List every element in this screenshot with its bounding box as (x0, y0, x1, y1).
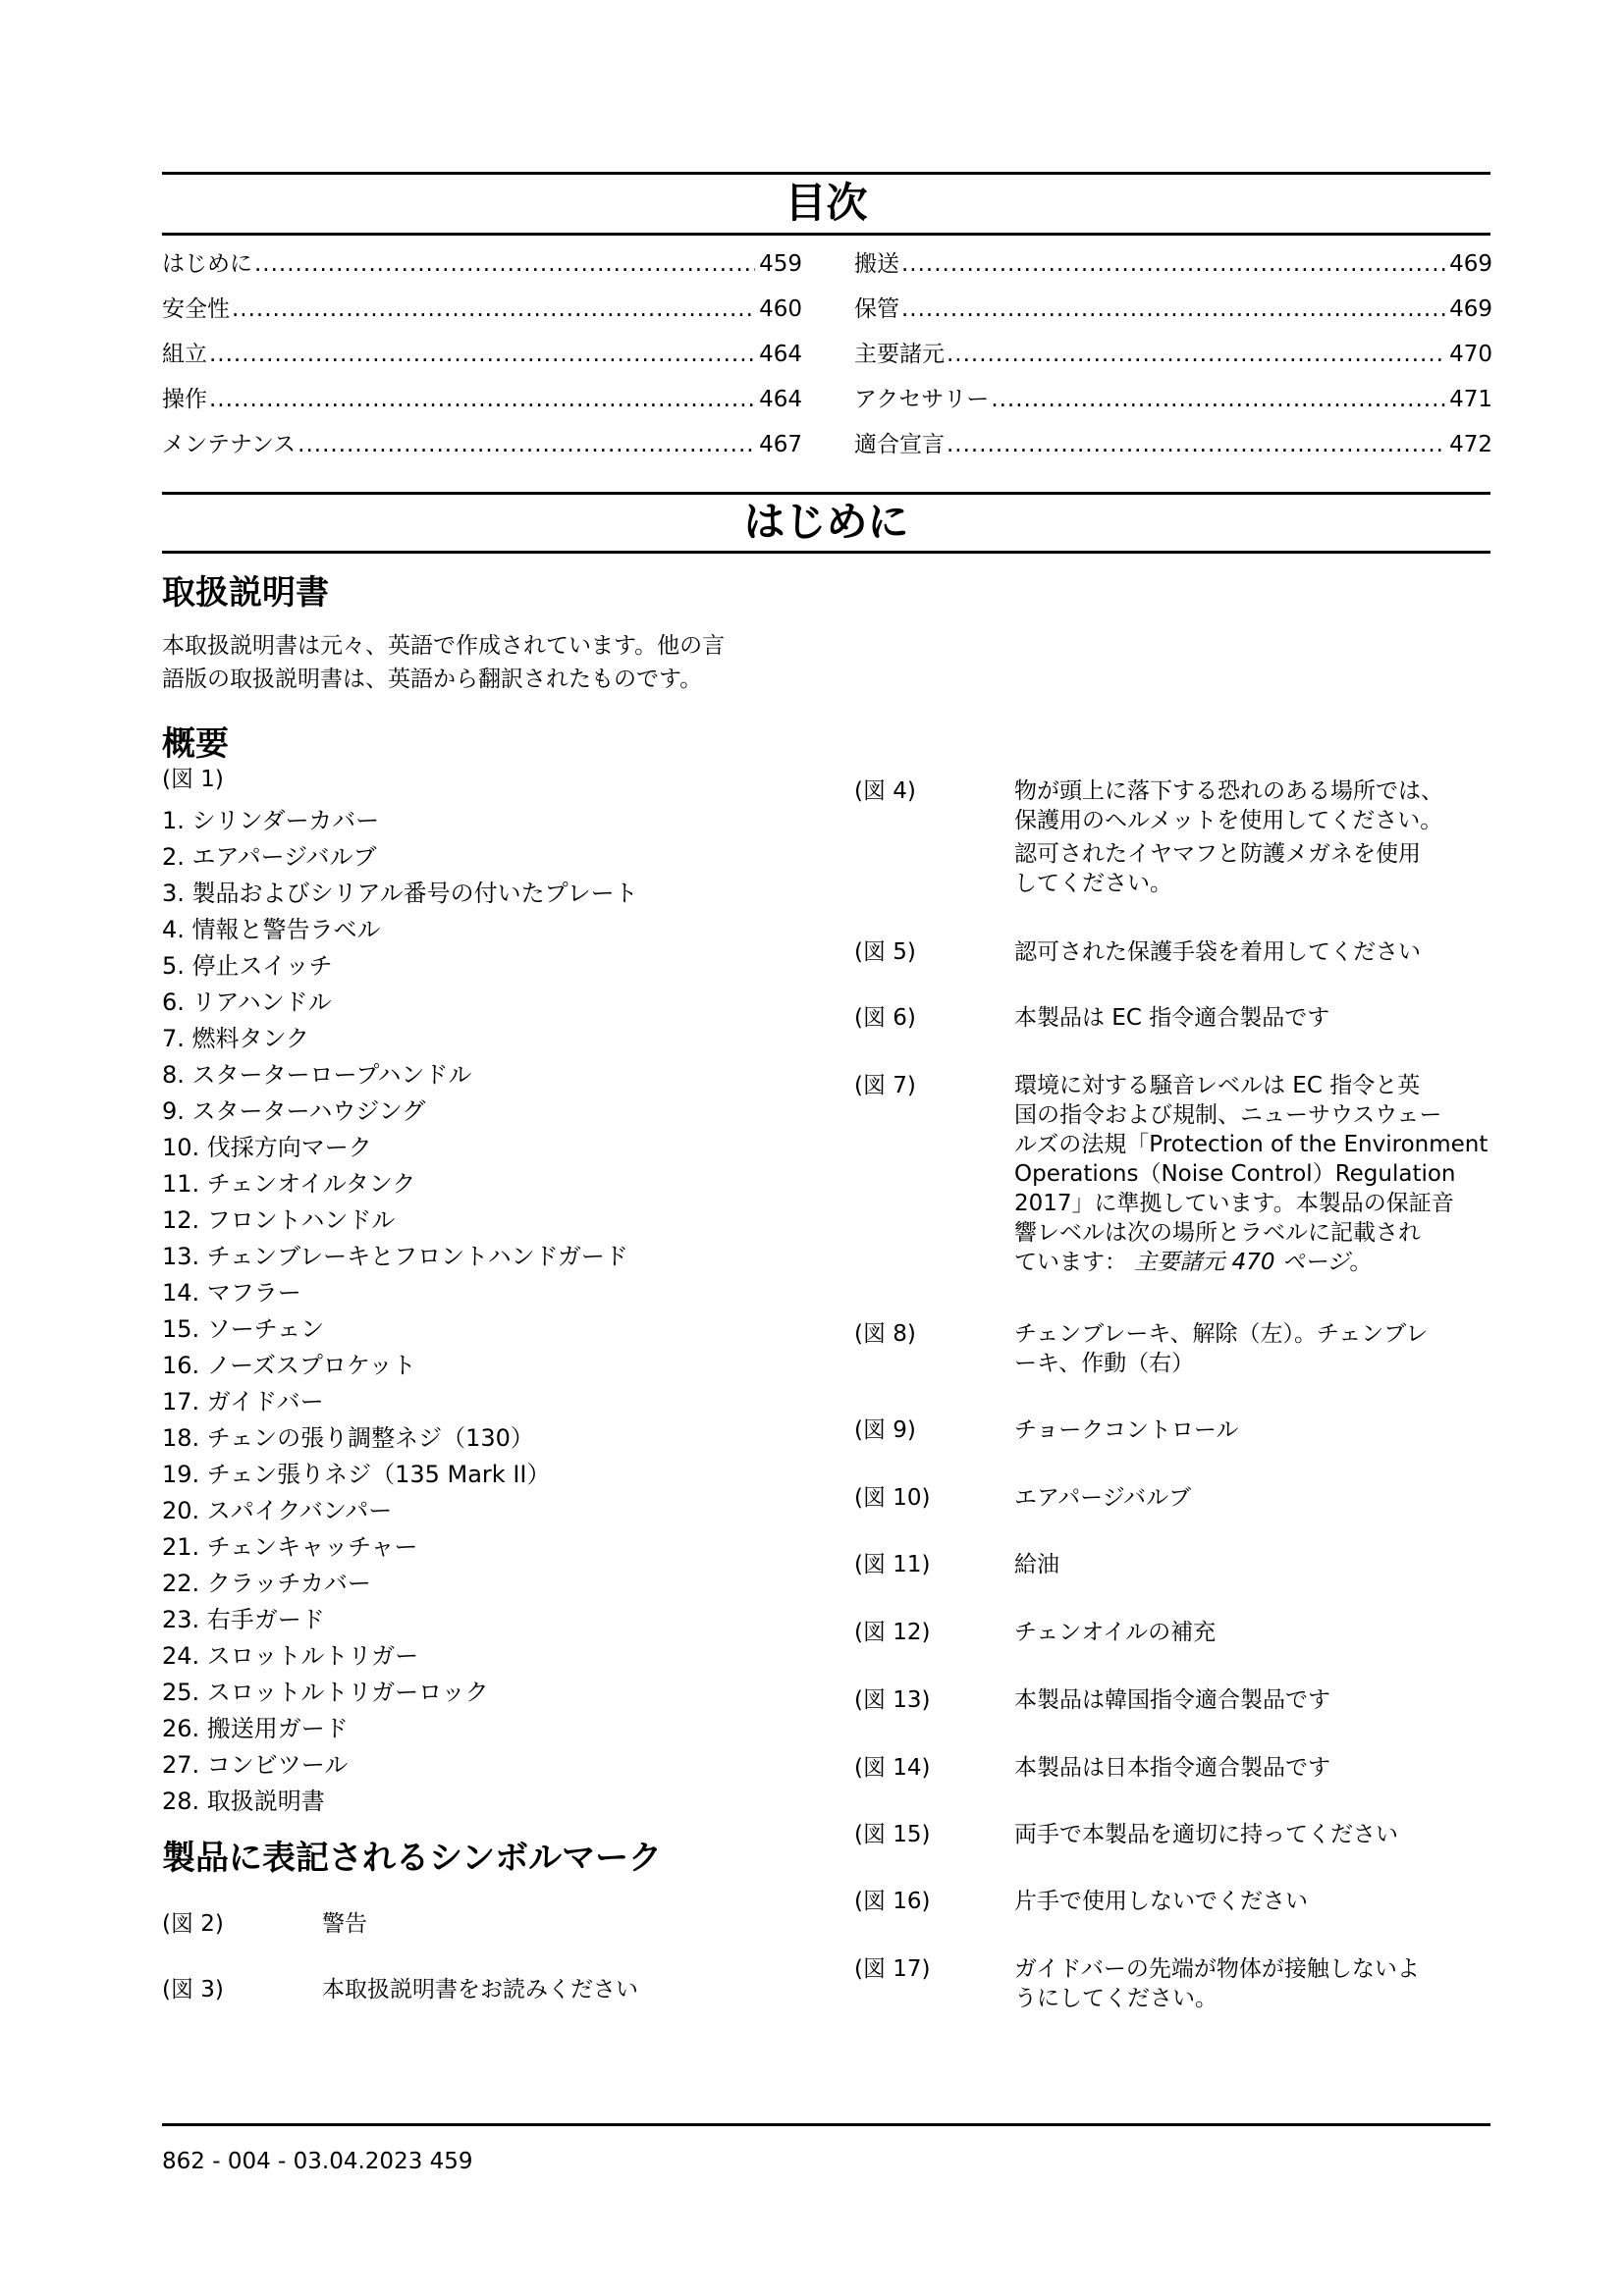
symbol-description (1014, 937, 1421, 967)
symbol-entry (854, 1954, 1522, 2017)
figure-ref: (図 12) (854, 1620, 931, 1645)
symbol-line: チェンブレーキ、解除（左）。チェンブレ (1014, 1321, 1429, 1347)
toc-entry-page: 469 (1449, 296, 1492, 322)
symbols-heading: 製品に表記されるシンボルマーク (162, 1839, 663, 1878)
list-item: 27. コンビツール (162, 1751, 349, 1779)
toc-entry[interactable] (854, 245, 1492, 291)
toc-leader (901, 251, 1445, 277)
symbol-entry (854, 1753, 1522, 1787)
toc-entry-label: 搬送 (854, 251, 899, 277)
toc-entry[interactable] (162, 291, 802, 336)
symbol-entry (854, 1550, 1522, 1583)
symbol-line: 給油 (1014, 1552, 1059, 1577)
figure-ref: (図 8) (854, 1321, 916, 1347)
symbol-entry (854, 1618, 1522, 1651)
toc-entry[interactable] (162, 426, 802, 471)
symbol-line: 本製品は日本指令適合製品です (1014, 1755, 1330, 1781)
toc-left-column (162, 245, 802, 471)
list-item: 26. 搬送用ガード (162, 1715, 349, 1742)
list-item: 8. スターターロープハンドル (162, 1061, 472, 1089)
symbol-line: 響レベルは次の場所とラベルに記載され (1014, 1220, 1421, 1246)
symbol-entry (854, 1415, 1522, 1449)
toc-entry-page: 471 (1449, 387, 1492, 412)
list-item: 13. チェンブレーキとフロントハンドガード (162, 1243, 628, 1270)
symbol-line: 認可されたイヤマフと防護メガネを使用 (1014, 841, 1421, 867)
symbol-entry (162, 1909, 849, 1949)
symbol-line: 認可された保護手袋を着用してください (1014, 939, 1421, 965)
toc-entry-label: 主要諸元 (854, 342, 945, 367)
toc-entry[interactable] (162, 381, 802, 426)
overview-heading: 概要 (162, 724, 229, 764)
list-item: 20. スパイクバンパー (162, 1497, 393, 1524)
list-item: 25. スロットルトリガーロック (162, 1679, 489, 1706)
list-item: 12. フロントハンドル (162, 1206, 396, 1234)
list-item: 28. 取扱説明書 (162, 1788, 325, 1815)
symbol-description (1014, 1954, 1420, 2013)
list-item: 14. マフラー (162, 1279, 301, 1307)
toc-entry-page: 472 (1449, 432, 1492, 457)
symbol-line: Operations（Noise Control）Regulation (1014, 1161, 1456, 1187)
list-item: 9. スターターハウジング (162, 1097, 426, 1125)
symbol-entry (854, 1003, 1522, 1037)
top-rule (162, 172, 1490, 175)
toc-entry-page: 459 (759, 251, 802, 277)
toc-leader (254, 251, 755, 277)
toc-entry-page: 469 (1449, 251, 1492, 277)
symbol-entry (854, 1820, 1522, 1853)
symbol-line: チェンオイルの補充 (1014, 1620, 1217, 1645)
symbol-entry (162, 1975, 849, 2014)
symbol-line: ガイドバーの先端が物体が接触しないよ (1014, 1956, 1420, 1982)
toc-entry-label: アクセサリー (854, 387, 990, 412)
symbol-entry (854, 937, 1522, 971)
figure-ref: (図 5) (854, 939, 916, 965)
toc-right-column (854, 245, 1492, 471)
list-item: 15. ソーチェン (162, 1315, 325, 1343)
list-item: 2. エアパージバルブ (162, 843, 377, 871)
toc-entry[interactable] (162, 336, 802, 381)
symbol-entry (854, 1483, 1522, 1517)
toc-entry-label: はじめに (162, 251, 252, 277)
symbol-line: 2017」に準拠しています。本製品の保証音 (1014, 1191, 1454, 1216)
figure-ref: (図 4) (854, 778, 916, 804)
toc-entry[interactable] (854, 381, 1492, 426)
symbol-description (1014, 1618, 1216, 1647)
toc-leader (947, 342, 1445, 367)
page-footer: 862 - 004 - 03.04.2023 459 (162, 2149, 473, 2174)
list-item: 4. 情報と警告ラベル (162, 916, 381, 943)
figure-ref: (図 17) (854, 1956, 931, 1982)
list-item: 6. リアハンドル (162, 988, 332, 1016)
figure-ref: (図 7) (854, 1073, 916, 1098)
symbol-description (322, 1975, 638, 2004)
symbol-description (1014, 1685, 1330, 1715)
symbol-description (322, 1909, 367, 1939)
figure-ref: (図 13) (854, 1687, 931, 1713)
toc-entry[interactable] (854, 426, 1492, 471)
cross-reference-link[interactable]: 主要諸元 470 ページ (1134, 1250, 1350, 1275)
symbol-line-prefix: ています： (1014, 1250, 1127, 1275)
symbol-entry (854, 1887, 1522, 1920)
list-item: 24. スロットルトリガー (162, 1642, 419, 1670)
parts-list (162, 803, 849, 1820)
toc-entry-label: 組立 (162, 342, 207, 367)
symbol-line: ルズの法規「Protection of the Environment (1014, 1132, 1489, 1157)
symbol-line: 本製品は韓国指令適合製品です (1014, 1687, 1330, 1713)
toc-title: 目次 (785, 179, 868, 227)
list-item: 3. 製品およびシリアル番号の付いたプレート (162, 880, 638, 907)
manual-heading: 取扱説明書 (162, 573, 329, 613)
list-item: 19. チェン張りネジ（135 Mark II） (162, 1461, 551, 1488)
figure-ref: (図 14) (854, 1755, 931, 1781)
symbol-description (1014, 1003, 1329, 1033)
symbol-description (1014, 1887, 1308, 1916)
toc-leader (991, 387, 1445, 412)
list-item: 10. 伐採方向マーク (162, 1134, 372, 1161)
figure-ref: (図 2) (162, 1911, 224, 1937)
toc-entry-label: 保管 (854, 296, 899, 322)
list-item: 18. チェンの張り調整ネジ（130） (162, 1424, 534, 1452)
symbol-line: 本製品は EC 指令適合製品です (1014, 1005, 1330, 1031)
symbol-line (1014, 1248, 1488, 1277)
symbol-entry (854, 1071, 1522, 1287)
symbol-description (1014, 1071, 1488, 1277)
toc-leader (232, 296, 755, 322)
toc-entry-page: 470 (1449, 342, 1492, 367)
symbol-description (1014, 1415, 1238, 1445)
figure-ref: (図 9) (854, 1417, 916, 1443)
figure-ref: (図 3) (162, 1977, 224, 2002)
symbol-line: ーキ、作動（右） (1014, 1351, 1195, 1376)
manual-line: 本取扱説明書は元々、英語で作成されています。他の言 (162, 633, 726, 659)
toc-title-rule (162, 233, 1490, 236)
figure-ref: (図 10) (854, 1485, 931, 1511)
list-item: 17. ガイドバー (162, 1388, 324, 1415)
symbol-line: エアパージバルブ (1014, 1485, 1192, 1511)
symbol-entry (854, 776, 1522, 904)
intro-top-rule (162, 492, 1490, 495)
symbol-line: 国の指令および規制、ニューサウスウェー (1014, 1102, 1442, 1128)
footer-rule (162, 2123, 1490, 2126)
symbol-line: 両手で本製品を適切に持ってください (1014, 1822, 1398, 1847)
manual-line: 語版の取扱説明書は、英語から翻訳されたものです。 (162, 667, 703, 692)
toc-entry-page: 464 (759, 387, 802, 412)
symbol-line: してください。 (1014, 871, 1172, 896)
symbol-entry (854, 1319, 1522, 1382)
toc-leader (901, 296, 1445, 322)
list-item: 22. クラッチカバー (162, 1570, 371, 1597)
symbol-line: 環境に対する騒音レベルは EC 指令と英 (1014, 1073, 1421, 1098)
toc-entry[interactable] (162, 245, 802, 291)
toc-leader (209, 342, 755, 367)
symbol-line: 物が頭上に落下する恐れのある場所では、 (1014, 778, 1443, 804)
list-item: 21. チェンキャッチャー (162, 1533, 418, 1561)
list-item: 1. シリンダーカバー (162, 807, 380, 834)
toc-entry[interactable] (854, 336, 1492, 381)
symbol-line: 警告 (322, 1911, 367, 1937)
symbol-line: 保護用のヘルメットを使用してください。 (1014, 808, 1443, 833)
intro-title: はじめに (743, 498, 909, 546)
toc-entry-page: 467 (759, 432, 802, 457)
intro-title-rule (162, 551, 1490, 554)
figure-ref: (図 6) (854, 1005, 916, 1031)
toc-entry-label: 安全性 (162, 296, 230, 322)
manual-text (162, 629, 810, 696)
toc-leader (298, 432, 755, 457)
list-item: 5. 停止スイッチ (162, 952, 333, 980)
symbol-line: チョークコントロール (1014, 1417, 1239, 1443)
symbol-description (1014, 1550, 1059, 1579)
list-item: 11. チェンオイルタンク (162, 1170, 416, 1198)
figure-ref: (図 16) (854, 1889, 931, 1914)
symbol-line: うにしてください。 (1014, 1986, 1218, 2011)
toc-entry-page: 464 (759, 342, 802, 367)
figure-ref: (図 15) (854, 1822, 931, 1847)
toc-entry-label: 操作 (162, 387, 207, 412)
toc-entry-label: メンテナンス (162, 432, 297, 457)
toc-entry-label: 適合宣言 (854, 432, 945, 457)
toc-leader (947, 432, 1445, 457)
symbol-line: 本取扱説明書をお読みください (322, 1977, 638, 2002)
toc-entry[interactable] (854, 291, 1492, 336)
symbol-description (1014, 776, 1443, 898)
list-item: 23. 右手ガード (162, 1606, 325, 1633)
toc-leader (209, 387, 755, 412)
list-item: 16. ノーズスプロケット (162, 1352, 416, 1379)
symbol-entry (854, 1685, 1522, 1719)
symbol-line-suffix: 。 (1349, 1250, 1373, 1275)
overview-ref: (図 1) (162, 767, 224, 792)
toc-entry-page: 460 (759, 296, 802, 322)
list-item: 7. 燃料タンク (162, 1025, 310, 1052)
symbol-description (1014, 1753, 1330, 1783)
symbol-description (1014, 1820, 1398, 1849)
figure-ref: (図 11) (854, 1552, 931, 1577)
symbol-description (1014, 1483, 1191, 1513)
symbol-description (1014, 1319, 1428, 1378)
symbol-line: 片手で使用しないでください (1014, 1889, 1308, 1914)
